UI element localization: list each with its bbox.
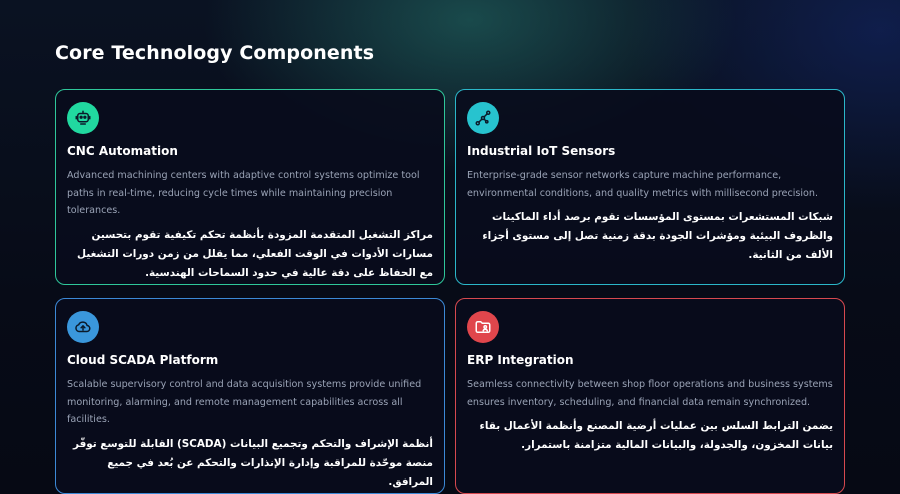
card-title: Cloud SCADA Platform	[67, 353, 219, 367]
sensor-network-icon	[467, 102, 499, 134]
card-arabic-text: أنظمة الإشراف والتحكم وتجميع البيانات (SCADA) القابلة للتوسع توفّر منصة موحّدة للمراقبة وإدارة الإنذارات والتحكم عن بُعد في جميع المرافق.	[72, 437, 433, 488]
card-arabic-text: شبكات المستشعرات بمستوى المؤسسات تقوم برصد أداء الماكينات والظروف البيئية ومؤشرات الجودة بدقة زمنية تصل إلى مستوى أجزاء الألف من الثانية.	[482, 211, 833, 261]
card-description: Seamless connectivity between shop floor operations and business systems ensures inventory, scheduling, and financial data remain synchronized.	[467, 379, 833, 408]
cloud-sync-icon	[67, 311, 99, 343]
card-title: CNC Automation	[67, 144, 178, 158]
card-description: Enterprise-grade sensor networks capture machine performance, environmental conditions, and quality metrics with millisecond precision.	[467, 170, 819, 199]
card-title: ERP Integration	[467, 353, 574, 367]
card-cloud-scada-platform	[55, 298, 445, 494]
card-description: Advanced machining centers with adaptive control systems optimize tool paths in real-time, reducing cycle times while maintaining precision tolerances.	[67, 170, 420, 216]
card-description: Scalable supervisory control and data acquisition systems provide unified monitoring, alarming, and remote management capabilities across all facilities.	[67, 379, 422, 425]
card-cnc-automation	[55, 89, 445, 285]
card-erp-integration	[455, 298, 845, 494]
section-title: Core Technology Components	[55, 42, 375, 64]
card-industrial-iot-sensors	[455, 89, 845, 285]
card-arabic-text: يضمن الترابط السلس بين عمليات أرضية المصنع وأنظمة الأعمال بقاء بيانات المخزون، والجدولة، والبيانات المالية متزامنة باستمرار.	[479, 420, 833, 451]
card-arabic-text: مراكز التشغيل المتقدمة المزودة بأنظمة تحكم تكيفية تقوم بتحسين مسارات الأدوات في الوقت الفعلي، مما يقلل من زمن دورات التشغيل مع الحفاظ على دقة عالية في حدود السماحات الهندسية.	[77, 228, 433, 279]
folder-user-icon	[467, 311, 499, 343]
robot-icon	[67, 102, 99, 134]
card-title: Industrial IoT Sensors	[467, 144, 616, 158]
